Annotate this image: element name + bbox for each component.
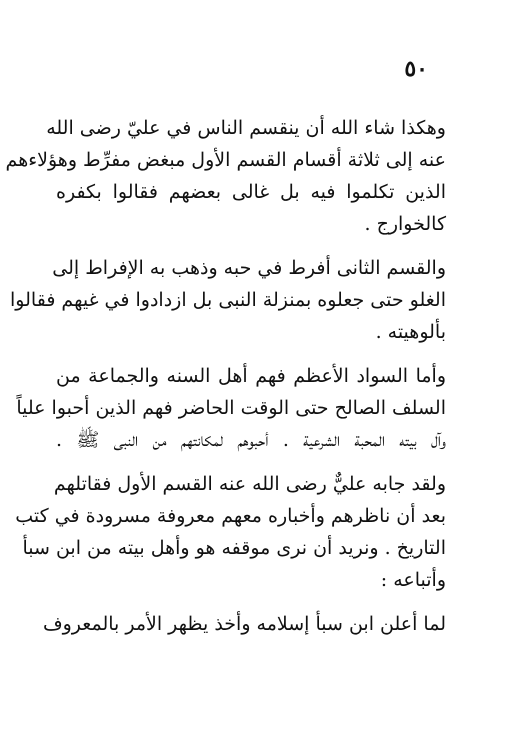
paragraph-4-line-2: بعد أن ناظرهم وأخباره معهم معروفة مسرودة في كتب xyxy=(15,505,446,527)
page-number: ٥٠ xyxy=(404,56,428,82)
paragraph-1-line-4: كالخوارج . xyxy=(364,213,446,235)
paragraph-1-line-1: وهكذا شاء الله أن ينقسم الناس في عليّ رضى الله xyxy=(46,117,446,139)
paragraph-3-line-1: وأما السواد الأعظم فهم أهل السنه والجماعة من xyxy=(56,365,446,387)
paragraph-2-line-3: بألوهيته . xyxy=(375,321,446,343)
paragraph-3-line-2: السلف الصالح حتى الوقت الحاضر فهم الذين أحبوا علياً xyxy=(16,397,446,419)
paragraph-2-line-1: والقسم الثانى أفرط في حبه وذهب به الإفراط إلى xyxy=(52,257,446,279)
paragraph-5-line-1: لما أعلن ابن سبأ إسلامه وأخذ يظهر الأمر بالمعروف xyxy=(42,613,446,635)
paragraph-4-line-1: ولقد جابه عليٌّ رضى الله عنه القسم الأول فقاتلهم xyxy=(53,473,446,495)
paragraph-4-line-3: التاريخ . ونريد أن نرى موقفه هو وأهل بيته من ابن سبأ xyxy=(22,537,446,559)
paragraph-4-line-4: وأتباعه : xyxy=(380,569,446,591)
paragraph-3-line-3: وآل بيته المحبة الشرعية . أحبوهم لمكانتهم من النبى ﷺ . xyxy=(56,429,446,451)
paragraph-1-line-2: عنه إلى ثلاثة أقسام القسم الأول مبغض مفرِّط وهؤلاءهم xyxy=(5,149,446,171)
paragraph-1-line-3: الذين تكلموا فيه بل غالى بعضهم فقالوا بكفره xyxy=(56,181,446,203)
paragraph-2-line-2: الغلو حتى جعلوه بمنزلة النبى بل ازدادوا في غيهم فقالوا xyxy=(10,289,446,311)
